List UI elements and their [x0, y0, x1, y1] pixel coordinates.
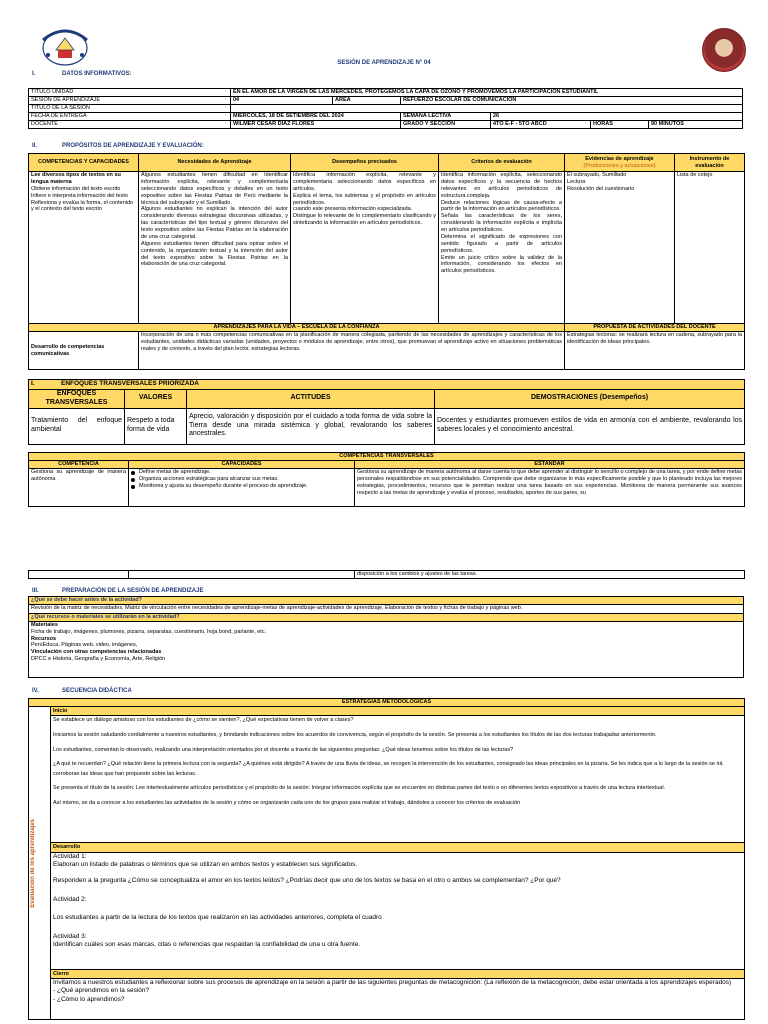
materiales-label: Materiales	[31, 621, 58, 628]
header-valores: VALORES	[125, 390, 187, 409]
transversal-table	[28, 452, 745, 507]
estandar-continuation: disposición a los cambios y ajustes de las tareas.	[355, 571, 745, 579]
capacidades-list: Obtiene información del texto escrito Infiere e interpreta información del texto Reflexiona y evalúa la forma, el contenido y el contexto del texto escrito	[31, 185, 134, 213]
demostracion-cell: Docentes y estudiantes promueven estilos de vida en armonía con el ambiente, revalorando los saberes locales y el conocimiento ancestral.	[435, 408, 745, 444]
proposal-text: Estrategias lectoras: se realizará lectura en cadena, subrayado para la identificación de ideas principales.	[565, 332, 745, 370]
label-sesion: SESIÓN DE APRENDIZAJE	[29, 97, 231, 105]
inicio-paragraph: Los estudiantes, comentan lo observado, realizando una interpretación orientados por el docente a través de las siguientes preguntas: ¿Qué ideas tenemos sobre los títulos de las lecturas?	[53, 746, 514, 753]
label-horas: HORAS	[591, 121, 649, 129]
cierre-label: Cierre	[51, 969, 745, 978]
capacidad-item	[131, 469, 352, 476]
cierre-question: - ¿Cómo lo aprendimos?	[53, 995, 125, 1003]
inicio-paragraph: Iniciamos la sesión saludando cordialmente a nuestros estudiantes, y brindando indicaciones sobre los acuerdos de convivencia, según el propósito de la sesión. Se presenta a los estudiantes los títulos de las dos lecturas trabajadas anteriormente.	[53, 731, 657, 738]
value-semana: 26	[491, 113, 743, 121]
necesidades-cell: Algunos estudiantes tienen dificultad en Identificar información explícita, relevante y complementaria seleccionando datos específicos y detalles en un texto expositivo sobre las Fiestas Patrias de Perú mediante la técnica del subrayado y el Sumillado. Algunos estudiantes no explican la intención del autor considerando diversas estrategias discursivas utilizadas, y las características del tipo textual y género discursivo del texto expositivo sobre las Fiestas Patrias en la elaboración de una cruz categorial. Algunos estudiantes tienen dificultad para opinar sobre el contenido, la organización textual y la intención del autor del texto expositivo sobre la Fiestas Patrias en la elaboración de una cruz categorial.	[139, 172, 291, 324]
inicio-paragraph: Se presenta el título de la sesión: Lee intertextualmente artículos periodísticos y el propósito de la sesión: Integrar información explícita que se encuentre en distintas partes del texto o en diferentes textos expositivos a través de una lectura intertextual.	[53, 785, 666, 792]
inicio-paragraph: Así mismo, se da a conocer a los estudiantes las actividades de la sesión y cómo se organizarán cada uno de los grupos para realizar el trabajo, dándoles a conocer los criterios de evaluación	[53, 800, 521, 806]
materiales-text: Ficha de trabajo, imágenes, plumones, pizarra, separatas, cuestionario, hoja bond, parlante, etc.	[31, 628, 267, 635]
label-fecha: FECHA DE ENTREGA	[29, 113, 231, 121]
instrumento-cell: Lista de cotejo	[675, 172, 745, 324]
value-titulo-sesion	[231, 105, 743, 113]
section-number: III.	[32, 588, 39, 594]
activity-text: Los estudiantes a partir de la lectura de los textos que realizaron en las actividades anteriores, completa el cuadro	[53, 914, 382, 922]
vinculacion-label: Vinculación con otras competencias relacionadas	[31, 649, 162, 656]
activity-title: Actividad 1:	[53, 852, 87, 860]
activity-text: Identifican cuáles son esas marcas, citas o referencias que respaldan la confiabilidad de una u otra fuente.	[53, 941, 361, 949]
capacidad-item	[131, 483, 352, 490]
header-desempenos: Desempeños precisados	[291, 154, 439, 172]
header-capacidades: CAPACIDADES	[129, 461, 355, 469]
resources-cell	[29, 621, 744, 677]
value-docente: WILMER CESAR DIAZ FLORES	[231, 121, 401, 129]
header-competencias: COMPETENCIAS Y CAPACIDADES	[29, 154, 139, 172]
didactic-sequence-table	[28, 698, 745, 1020]
header-necesidades: Necesidades de Aprendizaje	[139, 154, 291, 172]
section-title: SECUENCIA DIDÁCTICA	[62, 688, 132, 694]
cierre-content	[51, 978, 745, 1019]
inicio-paragraph: ¿A qué te recuerdan? ¿Qué relación tiene la primera lectura con la segunda? ¿A quiénes está dirigido? A través de una lluvia de ideas, se recogen la intervención de los estudiantes, consignado las ideas principales en la pizarra. Se les indica que a lo largo de la sesión se irá corroboran las ideas que han propuesto sobre las lecturas.	[53, 761, 723, 777]
capacidad-text: Monitorea y ajusta su desempeño durante el proceso de aprendizaje.	[139, 482, 308, 489]
empty-cell	[29, 571, 129, 579]
capacidad-text: Define metas de aprendizaje.	[139, 469, 211, 475]
section-1-heading	[32, 71, 132, 77]
bullet-icon	[131, 485, 135, 489]
value-titulo-unidad: EN EL AMOR DE LA VIRGEN DE LAS MERCEDES, PROTEGEMOS LA CAPA DE OZONO Y PROMOVEMOS LA PARTICIPACIÓN ESTUDIANTIL	[231, 89, 743, 97]
question-before: ¿Qué se debe hacer antes de la actividad?	[29, 597, 744, 605]
label-grado: GRADO Y SECCIÓN	[401, 121, 491, 129]
transversal-title: COMPETENCIAS TRANSVERSALES	[29, 453, 745, 461]
evidencias-cell: El subrayado, Sumillado Lectura Resolución del cuestionario	[565, 172, 675, 324]
approaches-table	[28, 379, 745, 445]
header-enfoques: ENFOQUES TRANSVERSALES	[29, 390, 125, 409]
value-horas: 90 MINUTOS	[649, 121, 743, 129]
cierre-paragraph: Invitamos a nuestros estudiantes a reflexionar sobre sus procesos de aprendizaje en la sesión a partir de las siguientes preguntas de metacognición: (La reflexión de la metacognición, debe estar orientada a los aprendizajes esperados)	[53, 978, 732, 986]
transversal-continuation	[28, 570, 745, 579]
teacher-proposal-header: PROPUESTA DE ACTIVIDADES DEL DOCENTE	[565, 324, 745, 332]
section-number: I.	[32, 71, 36, 77]
activity-title: Actividad 3:	[53, 932, 87, 940]
header-demostraciones: DEMOSTRACIONES (Desempeños)	[435, 390, 745, 409]
activity-text: Responden a la pregunta ¿Cómo se conceptualiza el amor en los textos leídos? ¿Podrías decir que uno de los textos se basa en el otro o ambos se complementan? ¿Por qué?	[53, 877, 561, 885]
life-label: Desarrollo de competencias comunicativas	[29, 332, 139, 370]
header-evidencias-text: Evidencias de aprendizaje	[585, 155, 654, 162]
section-4-heading	[32, 688, 132, 694]
document-title: SESIÓN DE APRENDIZAJE N° 04	[337, 60, 431, 66]
value-fecha: MIERCOLES, 18 DE SETIEMBRE DEL 2024	[231, 113, 401, 121]
header-actitudes: ACTITUDES	[187, 390, 435, 409]
transversal-capacidades	[129, 469, 355, 507]
desempenos-cell: Identifica información explícita, relevante y complementaria seleccionando datos específicos en artículos. Explica el tema, los subtemas y el propósito en artículos periodísticos. cuando este presenta información especializada. Distingue lo relevante de lo complementario clasificando y sintetizando la información en artículos periodísticos.	[291, 172, 439, 324]
value-grado: 4TO E-F - 5TO ABCD	[491, 121, 591, 129]
bullet-icon	[131, 471, 135, 475]
cierre-question: - ¿Qué aprendimos en la sesión?	[53, 987, 150, 995]
header-evidencias-sub: (Producciones y actuaciones)	[583, 162, 656, 169]
header-instrumento: Instrumento de evaluación	[675, 154, 745, 172]
purposes-table	[28, 153, 745, 370]
life-text: Incorporación de una o más competencias comunicativas en la planificación de manera colegiada, partiendo de las necesidades de aprendizajes y características de los estudiantes, unidades didácticas variadas (unidades, proyectos o módulos de aprendizaje, entre otros), que promuevan el aprendizaje activo en situaciones problemáticas reales y de contexto, a través del plan lector, estrategias lectoras.	[139, 332, 565, 370]
section-number: IV.	[32, 688, 39, 694]
inicio-paragraph: Se establece un diálogo amistoso con los estudiantes de ¿cómo se sienten?, ¿Qué expectativas tienen de volver a clases?	[53, 717, 354, 724]
vinculacion-text: DPCC e Historia, Geografía y Economía, Arte, Religión	[31, 656, 166, 663]
value-sesion: 04	[231, 97, 333, 105]
activity-text: Elaboran un listado de palabras o términos que se utilizan en ambos textos y establecen sus significados.	[53, 860, 358, 868]
label-semana: SEMANA LECTIVA	[401, 113, 491, 121]
enfoque-cell: Tratamiento del enfoque ambiental	[29, 408, 125, 444]
capacidad-item	[131, 476, 352, 483]
value-area: REFUERZO ESCOLAR DE COMUNICACIÓN	[401, 97, 743, 105]
inicio-content	[51, 716, 745, 843]
label-area: ÁREA	[333, 97, 401, 105]
empty-cell	[129, 571, 355, 579]
approaches-heading	[29, 380, 745, 390]
label-docente: DOCENTE	[29, 121, 231, 129]
label-titulo-unidad: TITULO UNIDAD	[29, 89, 231, 97]
header-evidencias	[565, 154, 675, 172]
header-estandar: ESTANDAR	[355, 461, 745, 469]
section-title: PREPARACIÓN DE LA SESIÓN DE APRENDIZAJE	[62, 588, 204, 594]
recursos-text: PerúEduca, Páginas web, video, imágenes,	[31, 642, 138, 649]
competencia-title: Lee diversos tipos de textos en su lengua materna	[31, 172, 121, 185]
approaches-number: I.	[31, 380, 35, 387]
transversal-estandar: Gestiona su aprendizaje de manera autónoma al darse cuenta lo que debe aprender al distinguir lo sencillo o complejo de una tarea, y por ende define metas personales respaldándose en sus potencialidades. Comprende que debe organizarse lo más específicamente posible y que lo planteado incluya las mejores estrategias, procedimientos, recursos que le permitan realizar una tarea basado en sus experiencias. Monitorea de manera permanente sus avances respecto a las metas de aprendizaje y evalúa el proceso, resultados, aportes de sus pares, su	[355, 469, 745, 507]
informative-data-table	[28, 88, 743, 129]
bullet-icon	[131, 478, 135, 482]
answer-before: Revisión de la matriz de necesidades, Matriz de vinculación entre necesidades de aprendizaje-metas de aprendizaje-actividades de aprendizaje, Elaboración de textos y fichas de trabajo y páginas web.	[29, 604, 744, 613]
side-label: Evaluación de los aprendizajes	[30, 818, 36, 908]
actitud-cell: Aprecio, valoración y disposición por el cuidado a toda forma de vida sobre la Tierra desde una mirada sistémica y global, revalorando los saberes ancestrales.	[187, 408, 435, 444]
recursos-label: Recursos	[31, 635, 57, 642]
section-2-heading	[32, 143, 204, 149]
valor-cell: Respeto a toda forma de vida	[125, 408, 187, 444]
competencias-cell	[29, 172, 139, 324]
section-title: DATOS INFORMATIVOS:	[62, 71, 132, 77]
life-learning-header: APRENDIZAJES PARA LA VIDA – ESCUELA DE LA CONFIANZA	[29, 324, 565, 332]
preparation-table	[28, 596, 744, 678]
inicio-label: Inicio	[51, 707, 745, 716]
side-label-cell	[29, 707, 51, 1020]
criterios-cell: Identifica información explícita, seleccionando datos específicos y la secuencia de hechos relevantes en artículos periodísticos de estructura compleja. Deduce relaciones lógicas de causa-efecto a partir de la información en artículos periodísticos. Señala las características de los seres, considerando la información explícita e implícita en artículos periodísticos. Determina el significado de expresiones con sentido figurado a partir de artículos periodísticos. Emite un juicio crítico sobre la validez de la información, considerando los efectos en artículos periodísticos.	[439, 172, 565, 324]
label-titulo-sesion: TÍTULO DE LA SESIÓN	[29, 105, 231, 113]
section-3-heading	[32, 588, 203, 594]
capacidad-text: Organiza acciones estratégicas para alcanzar sus metas.	[139, 475, 279, 482]
header-competencia: COMPETENCIA	[29, 461, 129, 469]
section-number: II.	[32, 143, 38, 149]
question-resources: ¿Qué recursos o materiales se utilizarán en la actividad?	[29, 613, 744, 621]
strategies-header: ESTRATEGIAS METODOLÓGICAS	[29, 699, 745, 707]
activity-title: Actividad 2:	[53, 895, 87, 903]
section-title: PROPÓSITOS DE APRENDIZAJE Y EVALUACIÓN:	[62, 143, 204, 149]
desarrollo-label: Desarrollo	[51, 843, 745, 852]
header-criterios: Criterios de evaluación	[439, 154, 565, 172]
transversal-competencia: Gestiona su aprendizaje de manera autónoma	[29, 469, 129, 507]
desarrollo-content	[51, 852, 745, 969]
approaches-title: ENFOQUES TRANSVERSALES PRIORIZADA	[61, 380, 199, 387]
